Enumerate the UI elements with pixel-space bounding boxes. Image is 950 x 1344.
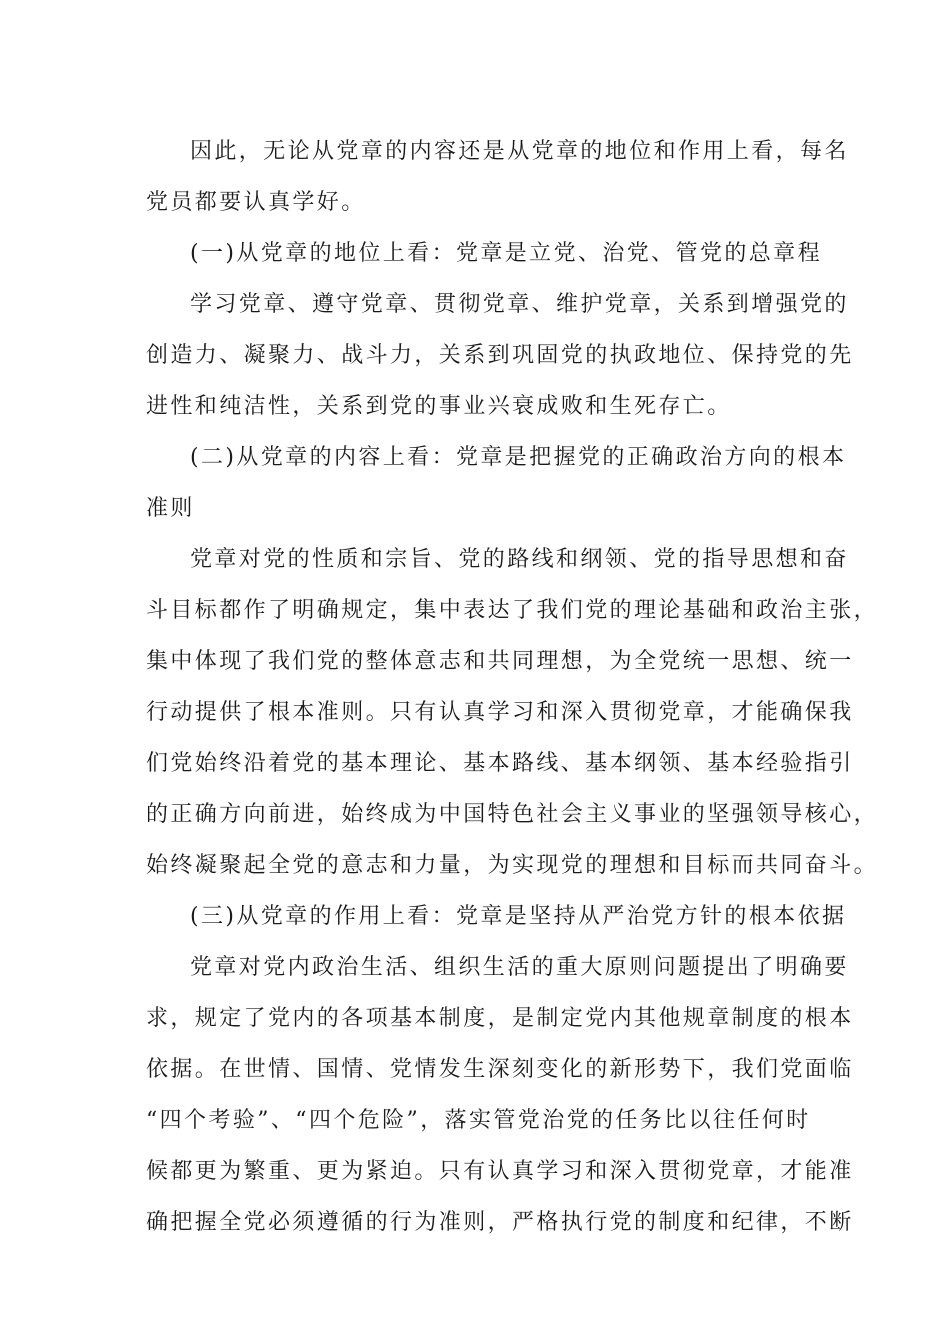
paragraph-3-line-6: 的正确方向前进，始终成为中国特色社会主义事业的坚强领导核心， <box>146 802 879 827</box>
paragraph-4-line-2: 求，规定了党内的各项基本制度，是制定党内其他规章制度的根本 <box>146 1006 854 1031</box>
paragraph-4-line-1: 党章对党内政治生活、组织生活的重大原则问题提出了明确要 <box>190 955 849 980</box>
paragraph-3-line-5: 们党始终沿着党的基本理论、基本路线、基本纲领、基本经验指引 <box>146 751 854 776</box>
paragraph-4-line-6: 确把握全党必须遵循的行为准则，严格执行党的制度和纪律，不断 <box>146 1210 854 1235</box>
paragraph-3-line-1: 党章对党的性质和宗旨、党的路线和纲领、党的指导思想和奋 <box>190 547 849 572</box>
paragraph-1-line-2: 党员都要认真学好。 <box>146 190 366 215</box>
paragraph-2-line-3: 进性和纯洁性，关系到党的事业兴衰成败和生死存亡。 <box>146 394 732 419</box>
paragraph-2-line-1: 学习党章、遵守党章、贯彻党章、维护党章，关系到增强党的 <box>190 292 849 317</box>
paragraph-4-line-3: 依据。在世情、国情、党情发生深刻变化的新形势下，我们党面临 <box>146 1057 854 1082</box>
paragraph-4-line-5: 候都更为繁重、更为紧迫。只有认真学习和深入贯彻党章，才能准 <box>146 1159 854 1184</box>
paragraph-1-line-1: 因此，无论从党章的内容还是从党章的地位和作用上看，每名 <box>190 139 849 164</box>
paragraph-4-line-4: “四个考验”、“四个危险”，落实管党治党的任务比以往任何时 <box>146 1108 811 1133</box>
section-3-heading: (三)从党章的作用上看：党章是坚持从严治党方针的根本依据 <box>190 904 847 929</box>
section-2-heading-line-2: 准则 <box>146 496 195 521</box>
section-2-heading-line-1: (二)从党章的内容上看：党章是把握党的正确政治方向的根本 <box>190 445 847 470</box>
section-1-heading: (一)从党章的地位上看：党章是立党、治党、管党的总章程 <box>190 241 822 266</box>
paragraph-3-line-4: 行动提供了根本准则。只有认真学习和深入贯彻党章，才能确保我 <box>146 700 854 725</box>
paragraph-3-line-3: 集中体现了我们党的整体意志和共同理想，为全党统一思想、统一 <box>146 649 854 674</box>
paragraph-3-line-7: 始终凝聚起全党的意志和力量，为实现党的理想和目标而共同奋斗。 <box>146 853 879 878</box>
paragraph-2-line-2: 创造力、凝聚力、战斗力，关系到巩固党的执政地位、保持党的先 <box>146 343 854 368</box>
paragraph-3-line-2: 斗目标都作了明确规定，集中表达了我们党的理论基础和政治主张， <box>146 598 879 623</box>
